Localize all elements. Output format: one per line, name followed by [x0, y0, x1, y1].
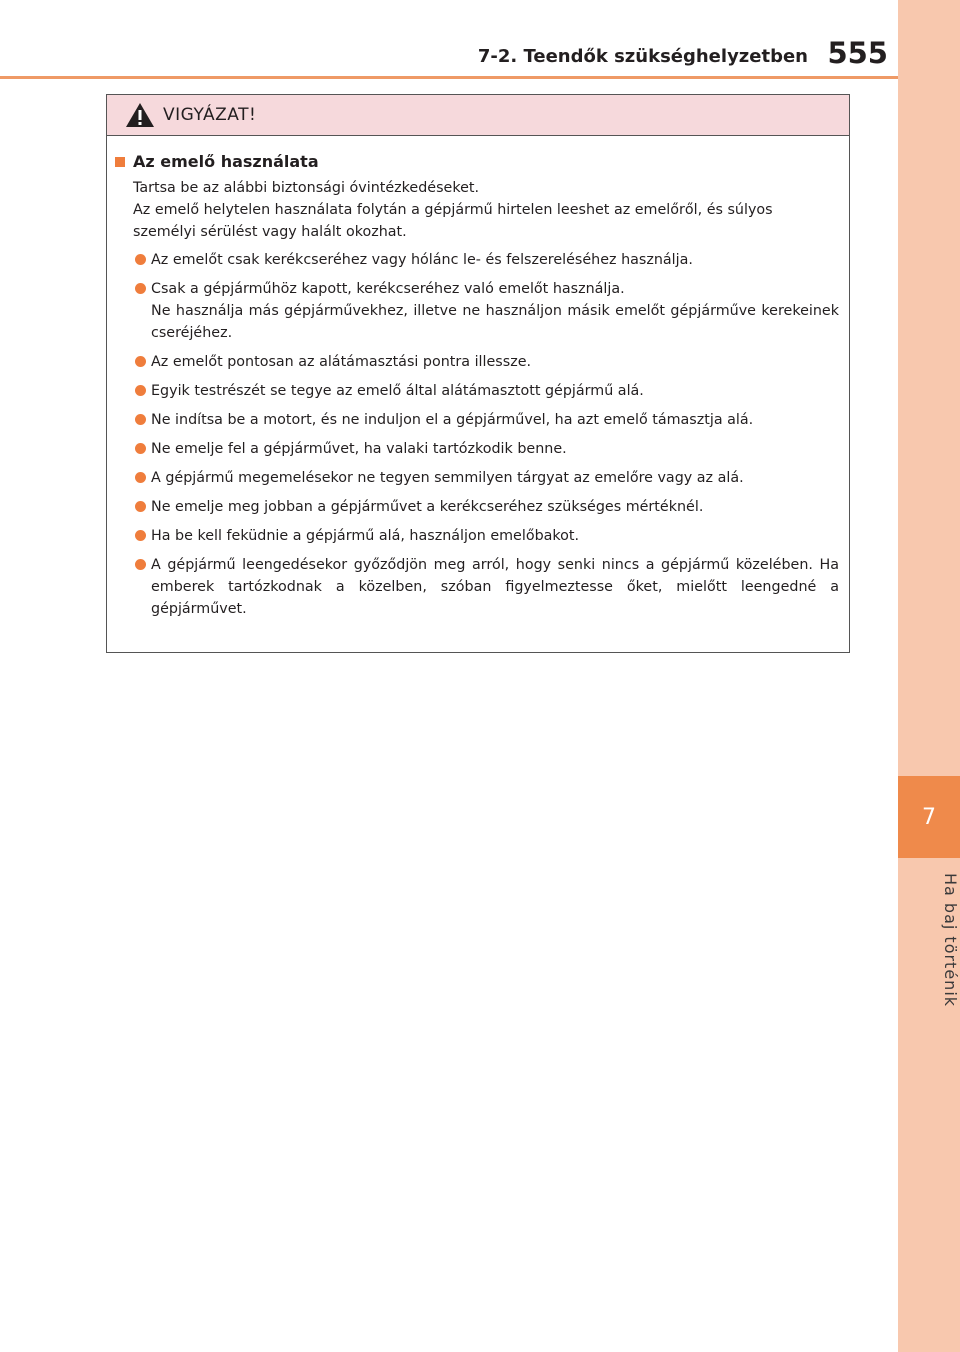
list-item: [115, 438, 839, 460]
page-number: 555: [827, 36, 888, 70]
warning-label: VIGYÁZAT!: [163, 105, 257, 125]
list-item-text: Ne emelje fel a gépjárművet, ha valaki tartózkodik benne.: [151, 441, 567, 457]
list-item-text: Ne indítsa be a motort, és ne induljon el a gépjárművel, ha azt emelő támasztja alá.: [151, 412, 754, 428]
warning-header: [107, 95, 849, 136]
list-item-text: Ne emelje meg jobban a gépjárművet a kerékcseréhez szükséges mértéknél.: [151, 499, 704, 515]
list-item: [115, 351, 839, 373]
bullet-dot-icon: [135, 443, 146, 454]
bullet-dot-icon: [135, 501, 146, 512]
list-item: [115, 249, 839, 271]
list-item-text: Egyik testrészét se tegye az emelő által alátámasztott gépjármű alá.: [151, 383, 644, 399]
warning-body: [107, 136, 849, 620]
header-rule: [0, 76, 898, 79]
bullet-dot-icon: [135, 356, 146, 367]
chapter-title: Ha baj történik: [941, 872, 960, 1008]
list-item: [115, 409, 839, 431]
list-item-text: A gépjármű megemelésekor ne tegyen semmilyen tárgyat az emelőre vagy az alá.: [151, 470, 744, 486]
warning-triangle-icon: [125, 102, 155, 128]
bullet-dot-icon: [135, 472, 146, 483]
subheading-text: Az emelő használata: [133, 152, 319, 171]
list-item-text: Ha be kell feküdnie a gépjármű alá, használjon emelőbakot.: [151, 528, 580, 544]
square-bullet-icon: [115, 157, 125, 167]
list-item-text: Az emelőt csak kerékcseréhez vagy hólánc le- és felszereléséhez használja.: [151, 252, 693, 268]
list-item: [115, 554, 839, 620]
list-item: [115, 525, 839, 547]
section-title: 7-2. Teendők szükséghelyzetben: [477, 46, 808, 67]
list-item-text: Csak a gépjárműhöz kapott, kerékcseréhez való emelőt használja. Ne használja más gépjárművekhez, illetve ne használjon másik emelőt gépjárműve kerekeinek cseréjéhez.: [151, 281, 839, 341]
bullet-dot-icon: [135, 414, 146, 425]
list-item: [115, 380, 839, 402]
bullet-dot-icon: [135, 530, 146, 541]
warning-box: [106, 94, 850, 653]
list-item-text: Az emelőt pontosan az alátámasztási pontra illessze.: [151, 354, 532, 370]
bullet-dot-icon: [135, 254, 146, 265]
chapter-side-tab: [898, 0, 960, 1352]
warning-subheading: [115, 152, 839, 171]
list-item: [115, 467, 839, 489]
list-item: [115, 496, 839, 518]
bullet-dot-icon: [135, 385, 146, 396]
precaution-list: [115, 249, 839, 620]
bullet-dot-icon: [135, 559, 146, 570]
list-item: [115, 278, 839, 344]
intro-line: Az emelő helytelen használata folytán a gépjármű hirtelen leeshet az emelőről, és súlyos személyi sérülést vagy halált okozhat.: [133, 202, 773, 240]
intro-line: Tartsa be az alábbi biztonsági óvintézkedéseket.: [133, 180, 480, 196]
chapter-number: 7: [898, 776, 960, 858]
list-item-text: A gépjármű leengedésekor győződjön meg arról, hogy senki nincs a gépjármű közelében. Ha emberek tartózkodnak a közelben, szóban figyelmeztesse őket, mielőtt leengedné a gépjárművet.: [151, 557, 839, 617]
bullet-dot-icon: [135, 283, 146, 294]
intro-text: [115, 177, 839, 243]
